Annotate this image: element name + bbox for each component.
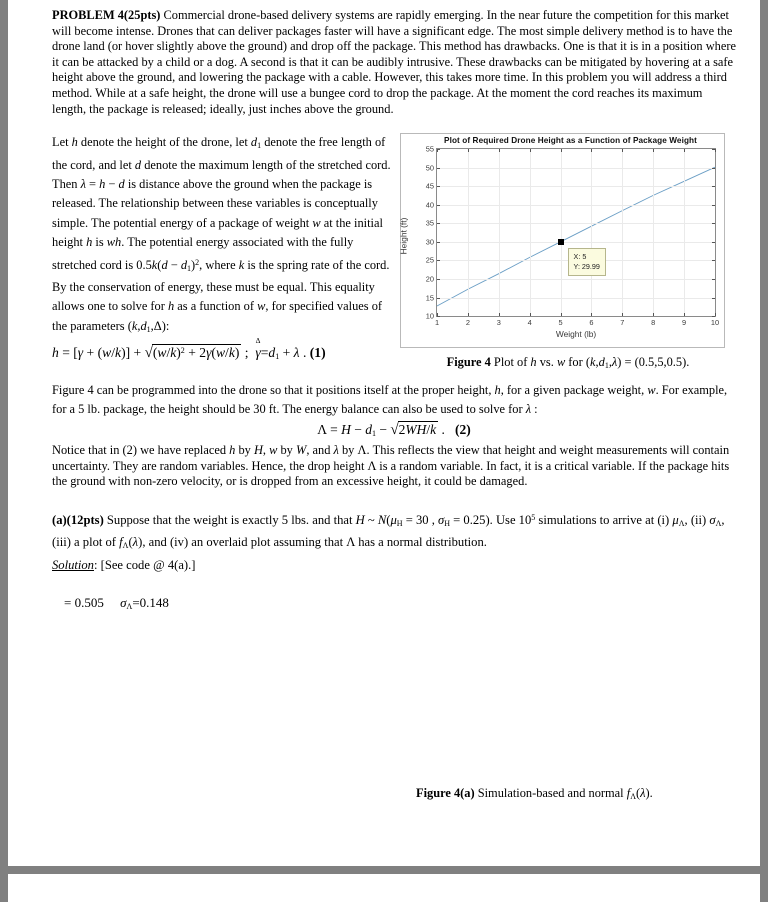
chart-y-tick-label: 30 — [425, 237, 434, 247]
paf-4: : — [531, 402, 538, 417]
paf-3: . For example, for a 5 lb. package, the height should be 30 ft. The energy balance can also be used to solve for — [52, 383, 728, 417]
chart-x-tick-label: 8 — [651, 318, 656, 328]
chart-y-tick — [437, 205, 440, 206]
pn-7: . This reflects the view that height and weight measurements will contain uncertainty. They are random variables. Hence, the drop height — [52, 443, 730, 473]
part-a-paragraph: (a)(12pts) Suppose that the weight is exactly 5 lbs. and that H ~ $N(\mu_H = 30$ , $\sigma_H = 0.25$). Use $10^5$ simulations to arrive at (i) $\mu_\Lambda$, (ii) $\sigma_\Lambda$, (iii) a plot of $f_\Lambda(\lambda)$, and (iv) an overlaid plot assuming that Λ has a normal distribution. — [52, 512, 725, 551]
seg-5: is distance above the ground when the package is released. The relationship between these variables is conceptually simple. The potential energy of a package of weight — [52, 176, 378, 230]
figure-4 — [400, 133, 736, 373]
equation-1-number: (1) — [309, 345, 326, 361]
chart-line-svg — [437, 149, 715, 316]
chart-y-tick-label: 40 — [425, 200, 434, 210]
pa-6: , and (iv) an overlaid plot assuming that — [142, 535, 347, 550]
chart-y-axis-title: Height (ft) — [398, 218, 409, 255]
chart-gridline-vertical — [561, 149, 562, 316]
fig4a-func-sub: Λ — [630, 792, 636, 801]
chart-x-tick — [530, 149, 531, 152]
chart-y-tick — [712, 298, 715, 299]
chart-data-tip-x: X: 5 — [573, 251, 587, 261]
chart-gridline-horizontal — [437, 205, 715, 206]
chart-y-tick — [437, 168, 440, 169]
seg-7: is — [92, 235, 107, 250]
pn-1: Notice that in (2) we have replaced — [52, 443, 230, 458]
chart-x-tick — [591, 149, 592, 152]
solution-label: Solution — [52, 557, 94, 572]
chart-y-tick — [437, 242, 440, 243]
seg-9: , where — [199, 257, 239, 272]
sigma-result: =0.148 — [132, 595, 169, 611]
chart-title: Plot of Required Drone Height as a Function of Package Weight — [444, 136, 697, 146]
pn-2: by — [235, 443, 254, 458]
intro-text: Commercial drone-based delivery systems are rapidly emerging. In the near future the competition for this market will become intense. Drones that can deliver packages faster will have a significant edge. The most simple delivery method is to have the drone land (or hover slightly above the ground) and drop off the package. This method has drawbacks. One is that it is in a position where it can be attacked by a child or a dog. A second is that it can be audibly intrusive. These drawbacks can be mitigated by hovering at a safe height above the ground, and lowering the package with a cable. However, this takes more time. In this problem you will address a third method. While at a safe height, the drone will use a bungee cord to drop the package. At the moment the cord reaches its maximum length, the package is released; ideally, just inches above the ground. — [52, 8, 736, 116]
pa-3: simulations to arrive at (i) — [535, 512, 673, 527]
seg-13: : — [165, 318, 170, 333]
chart-y-tick — [437, 260, 440, 261]
solution-line — [52, 556, 736, 575]
chart-gridline-vertical — [530, 149, 531, 316]
pn-3: , — [262, 443, 270, 458]
chart-x-tick-label: 1 — [434, 318, 440, 328]
chart-y-tick — [712, 242, 715, 243]
chart-x-tick — [468, 149, 469, 152]
pa-7: has a normal distribution. — [355, 535, 487, 550]
chart-y-tick-label: 10 — [425, 311, 434, 321]
figure-4a-label: Figure 4(a) — [416, 786, 475, 800]
pa-1: Suppose that the weight is exactly 5 lbs. and that — [103, 512, 356, 527]
chart-y-tick — [437, 298, 440, 299]
seg-8: . The potential energy associated with the fully stretched cord is — [52, 235, 354, 272]
part-a-section — [52, 508, 736, 575]
document-page-lower-strip — [8, 874, 760, 902]
paragraph-notice: Notice that in (2) we have replaced h by H, w by W, and λ by Λ. This reflects the view that height and weight measurements will contain uncertainty. They are random variables. Hence, the drop height Λ is a random variable. In fact, it is a critical variable. If the package hits the ground with non-zero velocity, or is dropped from an excessive height, it could be damaged. — [52, 443, 730, 489]
intro-paragraph — [52, 8, 736, 117]
paf-2: , for a given package weight, — [500, 383, 648, 398]
pa-5: , (iii) a plot of — [52, 512, 725, 550]
chart-x-tick — [622, 313, 623, 316]
chart-y-tick-label: 20 — [425, 274, 434, 284]
chart-y-tick-label: 45 — [425, 181, 434, 191]
chart-data-tip[interactable] — [568, 248, 606, 276]
chart-gridline-horizontal — [437, 298, 715, 299]
pn-4: by — [277, 443, 296, 458]
chart-y-tick — [437, 279, 440, 280]
seg-12: , for specified values of the parameters — [52, 299, 383, 333]
chart-y-tick — [437, 186, 440, 187]
chart-y-tick — [712, 279, 715, 280]
chart-x-tick — [530, 313, 531, 316]
figure-4-caption: Figure 4 Plot of h vs. w for $(k,d_1,\lambda) = (0.5,5,0.5)$. — [446, 355, 690, 371]
chart-y-tick — [437, 149, 440, 150]
pn-5: , and — [306, 443, 334, 458]
chart-x-tick — [561, 313, 562, 316]
problem-label: PROBLEM 4(25pts) — [52, 8, 161, 22]
seg-10: is the spring rate of the cord. By the conservation of energy, these must be equal. This equality allows one to solve for — [52, 257, 390, 314]
results-line — [52, 595, 736, 611]
part-a-label: (a)(12pts) — [52, 512, 104, 527]
chart-x-axis-title: Weight (lb) — [555, 329, 597, 340]
chart-x-tick — [622, 149, 623, 152]
chart-x-tick — [591, 313, 592, 316]
chart-x-tick-label: 9 — [682, 318, 687, 328]
chart-x-tick — [653, 149, 654, 152]
left-text-column — [52, 133, 392, 339]
solution-text: : [See code @ 4(a).] — [93, 557, 196, 572]
fig4a-period: . — [649, 786, 653, 800]
equation-2: $\Lambda = H - d_1 - √2WH/k$ . (2) — [317, 422, 471, 439]
chart-y-tick — [712, 168, 715, 169]
mu-result: = 0.505 — [64, 595, 104, 611]
chart-y-tick — [437, 223, 440, 224]
pa-2: . Use 10 — [489, 512, 532, 527]
figure-4-label: Figure 4 — [446, 355, 491, 370]
chart-y-tick-label: 35 — [425, 218, 434, 228]
chart-x-tick-label: 10 — [710, 318, 720, 328]
chart-y-tick — [712, 205, 715, 206]
fig4-text-b: vs. — [536, 355, 557, 370]
chart-gridline-vertical — [499, 149, 500, 316]
chart-y-tick-label: 55 — [425, 144, 434, 154]
text-figure-block — [52, 133, 736, 371]
chart-x-tick-label: 5 — [558, 318, 563, 328]
pa-exponent: 5 — [531, 512, 536, 522]
chart-gridline-vertical — [468, 149, 469, 316]
chart-container — [400, 133, 725, 348]
chart-y-tick — [712, 223, 715, 224]
chart-y-tick-label: 15 — [425, 293, 434, 303]
chart-x-tick-label: 4 — [527, 318, 532, 328]
definitions-paragraph: Let h denote the height of the drone, let $d_1$ denote the free length of the cord, and let d denote the maximum length of the stretched cord. Then λ = h − d is distance above the ground when the package is released. The relationship between these variables is conceptually simple. The potential energy of a package of weight w at the initial height h is wh. The potential energy associated with the fully stretched cord is $0.5k(d - d_1)^2$, where k is the spring rate of the cord. By the conservation of energy, these must be equal. This equality allows one to solve for h as a function of w, for specified values of the parameters $(k,d_1,\Delta)$: — [52, 135, 391, 334]
chart-x-tick — [715, 149, 716, 152]
chart-y-tick — [712, 260, 715, 261]
chart-gridline-horizontal — [437, 242, 715, 243]
fig4-text-c: for — [565, 355, 586, 370]
pn-6: by — [338, 443, 358, 458]
equation-2-number: (2) — [454, 422, 471, 438]
document-content — [52, 8, 736, 611]
chart-x-tick — [715, 313, 716, 316]
chart-x-tick-label: 3 — [496, 318, 501, 328]
sigma-symbol — [120, 595, 132, 610]
seg-2: denote the height of the drone, let — [77, 135, 251, 150]
chart-x-tick — [499, 313, 500, 316]
chart-x-tick — [499, 149, 500, 152]
chart-x-tick-label: 6 — [589, 318, 594, 328]
chart-x-tick — [468, 313, 469, 316]
chart-gridline-horizontal — [437, 168, 715, 169]
chart-gridline-horizontal — [437, 279, 715, 280]
fig4-period: . — [686, 355, 690, 370]
chart-gridline-vertical — [684, 149, 685, 316]
seg-3: denote the free length of the cord, and let — [52, 135, 386, 172]
seg-1: Let — [52, 135, 72, 150]
chart-y-tick — [437, 316, 440, 317]
seg-11: as a function of — [174, 299, 258, 314]
chart-gridline-horizontal — [437, 186, 715, 187]
chart-gridline-horizontal — [437, 223, 715, 224]
chart-data-marker[interactable] — [558, 239, 564, 245]
chart-y-tick-label: 50 — [425, 163, 434, 173]
chart-y-tick — [712, 186, 715, 187]
chart-plot-area — [425, 144, 720, 328]
pn-8: is a random variable. In fact, it is a critical variable. If the package hits the ground with non-zero velocity, or is dropped from an excessive height, it could be damaged. — [52, 458, 730, 489]
seg-6: at the initial height — [52, 215, 383, 250]
fig4a-text: Simulation-based and normal — [474, 786, 627, 800]
chart-x-tick — [561, 149, 562, 152]
chart-y-tick — [712, 316, 715, 317]
chart-x-tick — [684, 149, 685, 152]
fig4-text-a: Plot of — [490, 355, 531, 370]
chart-data-tip-y: Y: 29.99 — [573, 261, 600, 271]
chart-gridline-vertical — [622, 149, 623, 316]
document-page — [8, 0, 760, 866]
chart-gridline-vertical — [653, 149, 654, 316]
chart-x-tick — [684, 313, 685, 316]
chart-x-tick — [653, 313, 654, 316]
sigma-glyph: σ — [120, 595, 127, 611]
paragraph-after-figure: Figure 4 can be programmed into the drone so that it positions itself at the proper height, h, for a given package weight, w. For example, for a 5 lb. package, the height should be 30 ft. The energy balance can also be used to solve for λ : — [52, 383, 728, 417]
pa-4: , (ii) — [684, 512, 710, 527]
equation-1: $h = [\gamma + (w/k)] + √(w/k)^2 + 2\gamma(w/k)$ ; Δ $\gamma=d_1 + \lambda$ . (1) — [52, 336, 326, 362]
chart-x-tick-label: 2 — [465, 318, 470, 328]
fig4a-func: f — [626, 786, 631, 800]
chart-y-tick — [712, 149, 715, 150]
chart-y-tick-label: 25 — [425, 255, 434, 265]
sigma-subscript: Λ — [126, 602, 133, 612]
figure-4a-caption — [416, 786, 653, 801]
paf-1: Figure 4 can be programmed into the drone so that it positions itself at the proper height, — [52, 383, 495, 398]
chart-gridline-vertical — [591, 149, 592, 316]
seg-4: denote the maximum length of the stretched cord. Then — [52, 157, 391, 191]
fig4a-arg: (λ) — [636, 786, 650, 800]
chart-x-tick-label: 7 — [620, 318, 625, 328]
